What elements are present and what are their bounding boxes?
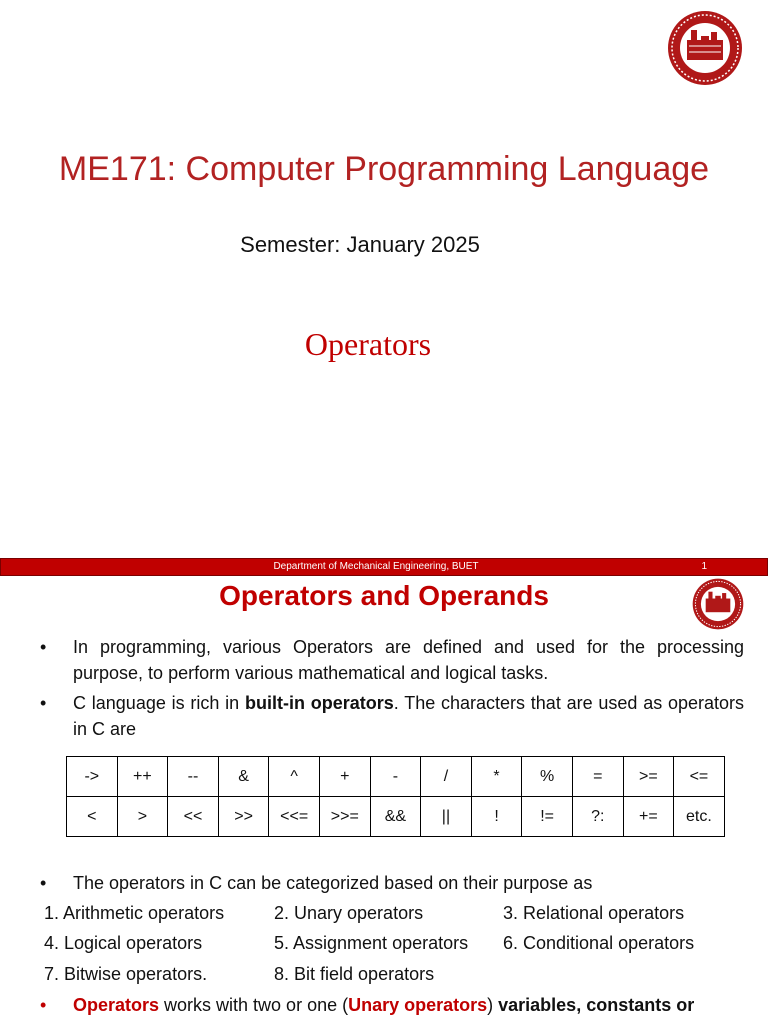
table-row bbox=[67, 757, 725, 797]
course-title: ME171: Computer Programming Language bbox=[58, 150, 710, 188]
table-cell: <<= bbox=[269, 797, 320, 837]
table-cell: += bbox=[623, 797, 674, 837]
bullet-bold-text: variables, constants or bbox=[498, 995, 695, 1015]
bullet-text-part: ) bbox=[487, 995, 499, 1015]
category-item: 6. Conditional operators bbox=[503, 933, 695, 953]
table-cell: || bbox=[421, 797, 472, 837]
bullet-text bbox=[73, 690, 744, 742]
bullet-text: The operators in C can be categorized based on their purpose as bbox=[73, 873, 593, 893]
bullet-red-text: Operators bbox=[73, 995, 160, 1015]
operators-table bbox=[66, 756, 725, 837]
bullet-dot-icon: • bbox=[40, 693, 47, 713]
category-item: 1. Arithmetic operators bbox=[44, 903, 225, 923]
table-cell: != bbox=[522, 797, 573, 837]
table-cell: -> bbox=[67, 757, 118, 797]
table-row bbox=[67, 797, 725, 837]
category-item: 3. Relational operators bbox=[503, 903, 685, 923]
category-item: 8. Bit field operators bbox=[274, 964, 435, 984]
semester-text: Semester: January 2025 bbox=[240, 232, 480, 257]
table-cell: ! bbox=[471, 797, 522, 837]
bullet-item bbox=[40, 634, 744, 686]
table-cell: > bbox=[117, 797, 168, 837]
table-cell: < bbox=[67, 797, 118, 837]
bullet-dot-icon: • bbox=[40, 637, 47, 657]
buet-logo-icon bbox=[667, 10, 743, 86]
bullet-item bbox=[40, 690, 744, 742]
table-cell: << bbox=[168, 797, 219, 837]
table-cell: - bbox=[370, 757, 421, 797]
category-item: 5. Assignment operators bbox=[274, 933, 469, 953]
table-cell: + bbox=[319, 757, 370, 797]
bullet-dot-icon: • bbox=[40, 995, 47, 1015]
table-cell: ?: bbox=[572, 797, 623, 837]
table-cell: & bbox=[218, 757, 269, 797]
footer-department: Department of Mechanical Engineering, BUET bbox=[273, 561, 479, 572]
table-cell: ^ bbox=[269, 757, 320, 797]
bullet-red-text: Unary operators bbox=[348, 995, 488, 1015]
table-cell: / bbox=[421, 757, 472, 797]
bullet-bold-text: built-in operators bbox=[244, 693, 394, 713]
bullet-dot-icon: • bbox=[40, 873, 47, 893]
table-cell: >> bbox=[218, 797, 269, 837]
bullet-text: In programming, various Operators are defined and used for the processing purpose, to perform various mathematical and logical tasks. bbox=[73, 637, 744, 683]
slide-footer bbox=[0, 558, 768, 576]
page-number: 1 bbox=[701, 561, 707, 572]
table-cell: = bbox=[572, 757, 623, 797]
topic-title: Operators bbox=[304, 326, 432, 362]
category-item: 7. Bitwise operators. bbox=[44, 964, 208, 984]
table-cell: etc. bbox=[674, 797, 725, 837]
slide-title: Operators and Operands bbox=[219, 580, 549, 611]
table-cell: -- bbox=[168, 757, 219, 797]
table-cell: <= bbox=[674, 757, 725, 797]
table-cell: >>= bbox=[319, 797, 370, 837]
bullet-text-part: works with two or one ( bbox=[159, 995, 349, 1015]
table-cell: % bbox=[522, 757, 573, 797]
table-cell: ++ bbox=[117, 757, 168, 797]
table-cell: && bbox=[370, 797, 421, 837]
category-item: 2. Unary operators bbox=[274, 903, 424, 923]
table-cell: >= bbox=[623, 757, 674, 797]
bullet-text-part: C language is rich in bbox=[73, 693, 245, 713]
bullet-text bbox=[73, 992, 744, 1018]
bullet-item bbox=[40, 992, 744, 1018]
category-item: 4. Logical operators bbox=[44, 933, 203, 953]
bullet-item bbox=[40, 870, 744, 896]
table-cell: * bbox=[471, 757, 522, 797]
bullet-text-part: . The characters that are used as operators in C are bbox=[73, 693, 745, 739]
